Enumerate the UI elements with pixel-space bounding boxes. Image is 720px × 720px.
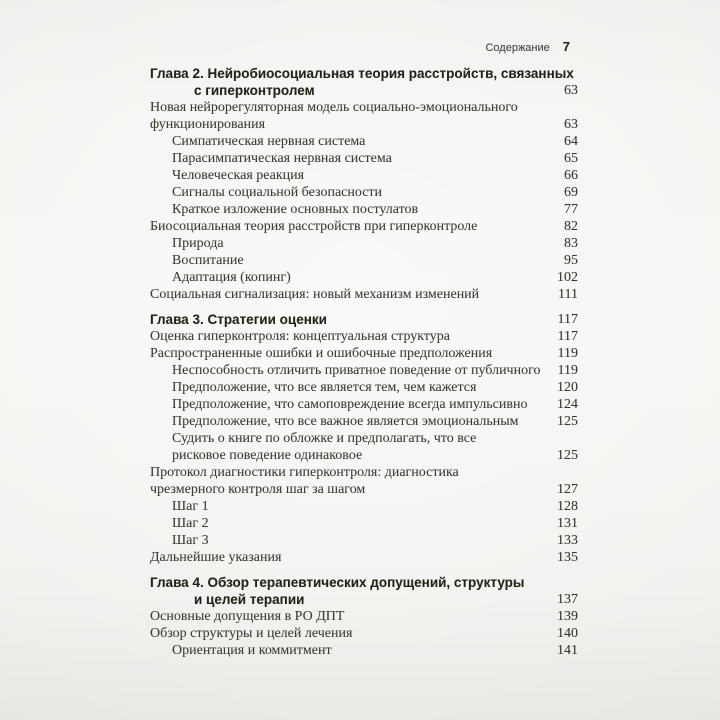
toc-entry bbox=[150, 328, 578, 345]
toc-title-line: Глава 2. Нейробиосоциальная теория расстройств, связанных bbox=[150, 66, 574, 81]
toc-entry-page-number: 77 bbox=[564, 202, 578, 217]
toc-title-line: Распространенные ошибки и ошибочные предположения bbox=[150, 346, 493, 361]
toc-entry-title bbox=[150, 625, 546, 642]
toc-title-line: Предположение, что все важное является эмоциональным bbox=[172, 414, 519, 429]
toc-entry bbox=[150, 235, 578, 252]
toc-entry-page-number: 102 bbox=[557, 270, 578, 285]
toc-title-line: Дальнейшие указания bbox=[150, 550, 282, 565]
toc-title-line: Новая нейрорегуляторная модель социально-эмоционального bbox=[150, 100, 518, 115]
book-page bbox=[150, 40, 578, 659]
toc-title-line: Оценка гиперконтроля: концептуальная структура bbox=[150, 329, 451, 344]
toc-entry-page-number: 63 bbox=[564, 83, 578, 98]
toc-entry-page-number: 65 bbox=[564, 151, 578, 166]
toc-entry-title bbox=[150, 362, 546, 379]
toc-entry-title bbox=[150, 642, 546, 659]
toc-entry-title bbox=[150, 150, 546, 167]
toc-entry-title bbox=[150, 286, 546, 303]
toc-entry-page-number: 83 bbox=[564, 236, 578, 251]
toc-entry bbox=[150, 642, 578, 659]
toc-title-line: Сигналы социальной безопасности bbox=[172, 185, 383, 200]
toc-title-line: Ориентация и коммитмент bbox=[172, 643, 332, 658]
running-header-title: Содержание bbox=[485, 42, 550, 54]
toc-entry bbox=[150, 99, 578, 133]
toc-entry-title bbox=[150, 532, 546, 549]
toc-entry-page-number: 95 bbox=[564, 253, 578, 268]
toc-entry-page-number: 64 bbox=[564, 134, 578, 149]
toc-entry bbox=[150, 218, 578, 235]
toc-entry-page-number: 125 bbox=[557, 414, 578, 429]
toc-entry-page-number: 66 bbox=[564, 168, 578, 183]
toc-entry-title bbox=[150, 328, 546, 345]
toc-entry-page-number: 119 bbox=[557, 363, 578, 378]
toc-title-line: чрезмерного контроля шаг за шагом bbox=[150, 482, 366, 497]
toc-entry-title bbox=[150, 184, 546, 201]
toc-title-line: функционирования bbox=[150, 117, 266, 132]
toc-entry-page-number: 117 bbox=[557, 312, 578, 327]
toc-entry bbox=[150, 608, 578, 625]
toc-entry bbox=[150, 430, 578, 464]
toc-entry-page-number: 63 bbox=[564, 117, 578, 132]
toc-title-line: Глава 3. Стратегии оценки bbox=[150, 312, 327, 327]
toc-entry-page-number: 82 bbox=[564, 219, 578, 234]
toc-chapter-heading bbox=[150, 574, 578, 608]
toc-title-line: Шаг 2 bbox=[172, 516, 209, 531]
toc-entry-page-number: 135 bbox=[557, 550, 578, 565]
toc-entry bbox=[150, 167, 578, 184]
toc-entry-title bbox=[150, 515, 546, 532]
toc-entry-title bbox=[150, 430, 546, 464]
toc-entry-page-number: 69 bbox=[564, 185, 578, 200]
toc-entry-title bbox=[150, 133, 546, 150]
toc-entry bbox=[150, 286, 578, 303]
toc-title-line: Биосоциальная теория расстройств при гиперконтроле bbox=[150, 219, 478, 234]
toc-title-line: Социальная сигнализация: новый механизм изменений bbox=[150, 287, 480, 302]
toc-section-chapter-2 bbox=[150, 65, 578, 303]
toc-title-line: Неспособность отличить приватное поведение от публичного bbox=[172, 363, 541, 378]
toc-title-line: Адаптация (копинг) bbox=[172, 270, 291, 285]
toc-entry-title bbox=[150, 345, 546, 362]
toc-entry bbox=[150, 625, 578, 642]
toc-entry bbox=[150, 532, 578, 549]
toc-title-line: Краткое изложение основных постулатов bbox=[172, 202, 419, 217]
toc-entry-title bbox=[150, 167, 546, 184]
toc-entry-title bbox=[150, 235, 546, 252]
toc-entry-title bbox=[150, 252, 546, 269]
toc-entry bbox=[150, 396, 578, 413]
toc-title-line: Шаг 3 bbox=[172, 533, 209, 548]
toc-entry bbox=[150, 413, 578, 430]
running-header-page-number: 7 bbox=[562, 39, 570, 54]
toc-section-chapter-4 bbox=[150, 574, 578, 659]
toc-entry-title bbox=[150, 99, 546, 133]
toc-title-line: Симпатическая нервная система bbox=[172, 134, 366, 149]
toc-entry bbox=[150, 184, 578, 201]
toc-entry-title bbox=[150, 269, 546, 286]
toc-entry-title bbox=[150, 311, 546, 328]
toc-entry-page-number: 139 bbox=[557, 609, 578, 624]
toc-title-line: Парасимпатическая нервная система bbox=[172, 151, 392, 166]
toc-title-line: Человеческая реакция bbox=[172, 168, 305, 183]
toc-entry bbox=[150, 201, 578, 218]
toc-title-line: рисковое поведение одинаковое bbox=[172, 448, 363, 463]
toc-entry bbox=[150, 515, 578, 532]
toc-entry-title bbox=[150, 413, 546, 430]
toc-entry-page-number: 117 bbox=[557, 329, 578, 344]
toc-title-line: Воспитание bbox=[172, 253, 244, 268]
table-of-contents bbox=[150, 65, 578, 659]
toc-entry-page-number: 111 bbox=[558, 287, 578, 302]
toc-entry-title bbox=[150, 396, 546, 413]
toc-entry-page-number: 141 bbox=[557, 643, 578, 658]
toc-entry bbox=[150, 362, 578, 379]
toc-title-line: Обзор структуры и целей лечения bbox=[150, 626, 353, 641]
toc-entry-title bbox=[150, 379, 546, 396]
toc-entry bbox=[150, 269, 578, 286]
toc-entry-title bbox=[150, 574, 546, 608]
toc-entry-page-number: 119 bbox=[557, 346, 578, 361]
toc-title-line: Предположение, что все является тем, чем кажется bbox=[172, 380, 477, 395]
toc-entry-title bbox=[150, 464, 546, 498]
toc-entry-page-number: 133 bbox=[557, 533, 578, 548]
toc-entry-page-number: 125 bbox=[557, 448, 578, 463]
toc-entry bbox=[150, 379, 578, 396]
toc-title-line: и целей терапии bbox=[194, 592, 305, 607]
toc-entry-page-number: 137 bbox=[557, 592, 578, 607]
toc-entry bbox=[150, 498, 578, 515]
toc-entry-page-number: 120 bbox=[557, 380, 578, 395]
toc-entry bbox=[150, 464, 578, 498]
toc-entry bbox=[150, 549, 578, 566]
toc-title-line: Шаг 1 bbox=[172, 499, 209, 514]
toc-title-line: с гиперконтролем bbox=[194, 83, 315, 98]
toc-entry-title bbox=[150, 608, 546, 625]
toc-entry-title bbox=[150, 218, 546, 235]
toc-title-line: Глава 4. Обзор терапевтических допущений, структуры bbox=[150, 575, 525, 590]
toc-entry-title bbox=[150, 201, 546, 218]
toc-entry-page-number: 128 bbox=[557, 499, 578, 514]
toc-chapter-heading bbox=[150, 65, 578, 99]
toc-entry-title bbox=[150, 549, 546, 566]
toc-entry bbox=[150, 150, 578, 167]
toc-entry bbox=[150, 345, 578, 362]
toc-entry-page-number: 131 bbox=[557, 516, 578, 531]
toc-title-line: Предположение, что самоповреждение всегда импульсивно bbox=[172, 397, 528, 412]
toc-entry-page-number: 140 bbox=[557, 626, 578, 641]
toc-title-line: Судить о книге по обложке и предполагать, что все bbox=[172, 431, 477, 446]
toc-entry-page-number: 127 bbox=[557, 482, 578, 497]
toc-entry-title bbox=[150, 498, 546, 515]
running-header bbox=[150, 40, 578, 55]
toc-entry bbox=[150, 133, 578, 150]
toc-title-line: Протокол диагностики гиперконтроля: диагностика bbox=[150, 465, 459, 480]
toc-entry-page-number: 124 bbox=[557, 397, 578, 412]
toc-title-line: Основные допущения в РО ДПТ bbox=[150, 609, 345, 624]
toc-section-chapter-3 bbox=[150, 311, 578, 566]
toc-chapter-heading bbox=[150, 311, 578, 328]
toc-entry bbox=[150, 252, 578, 269]
toc-title-line: Природа bbox=[172, 236, 224, 251]
